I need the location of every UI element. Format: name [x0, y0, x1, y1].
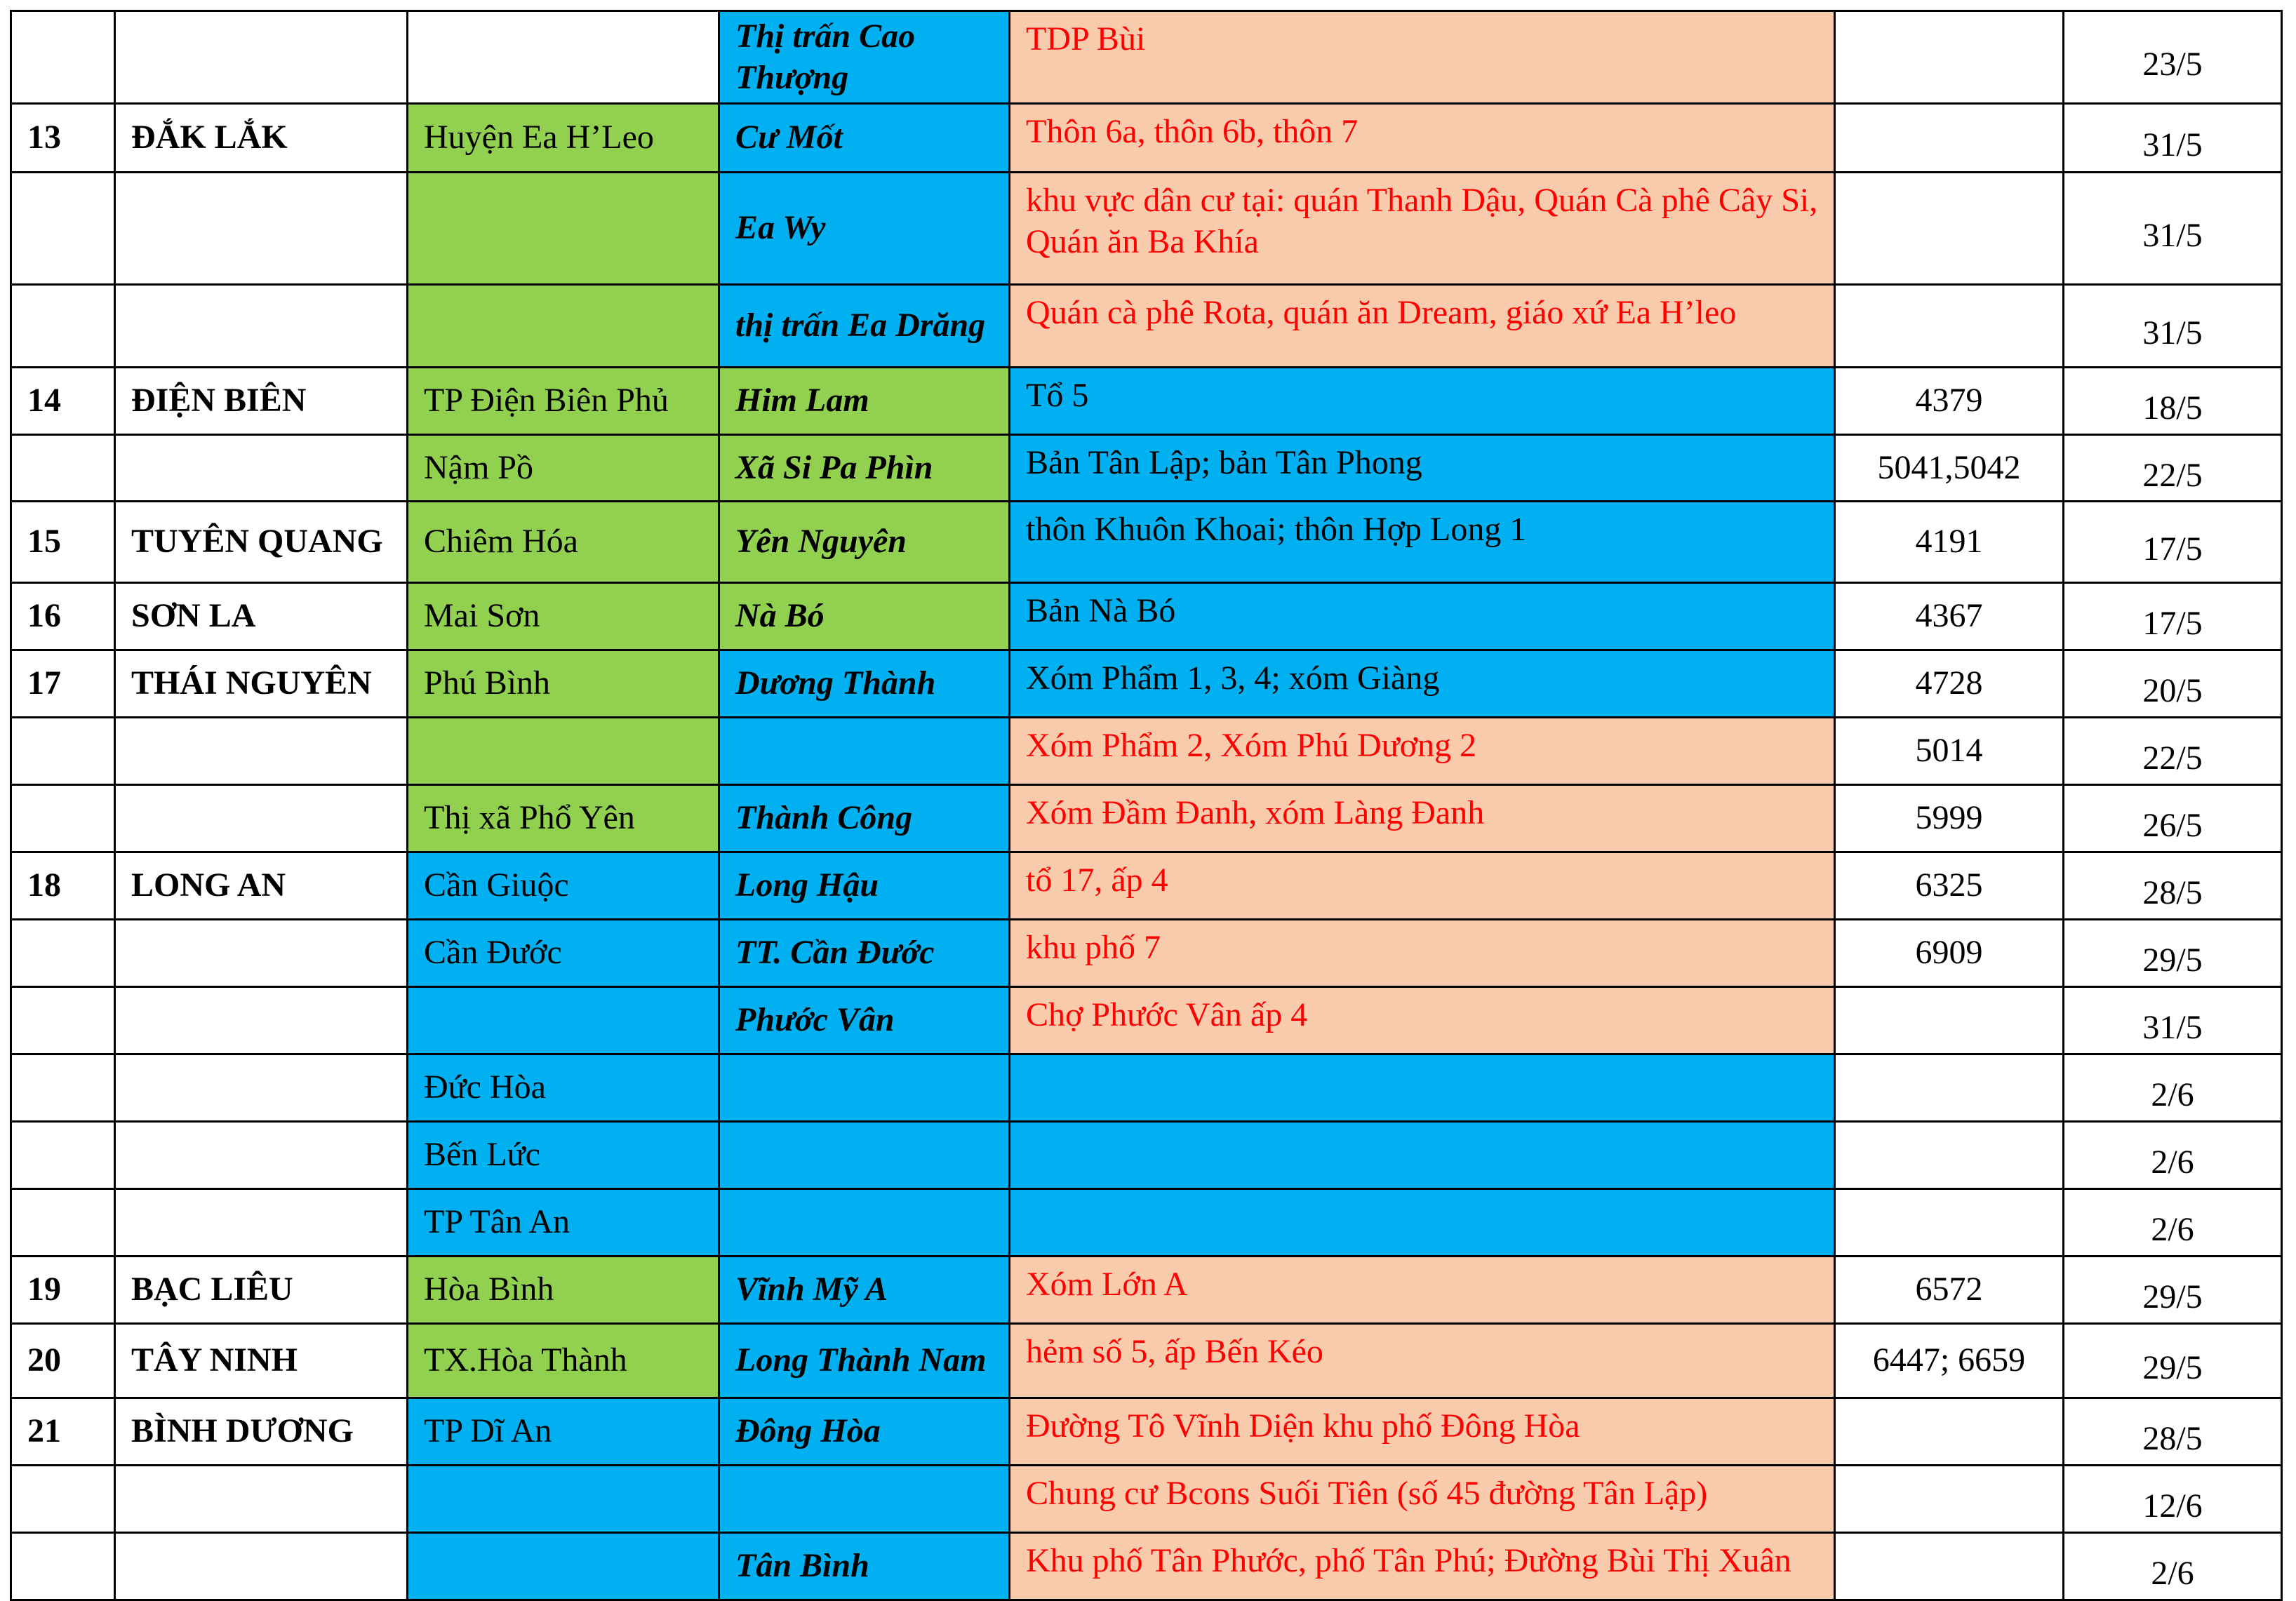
case-id-cell — [1835, 104, 2064, 173]
location-cell: khu vực dân cư tại: quán Thanh Dậu, Quán Cà phê Cây Si, Quán ăn Ba Khía — [1010, 173, 1835, 285]
location-cell: Thôn 6a, thôn 6b, thôn 7 — [1010, 104, 1835, 173]
province-cell: TÂY NINH — [115, 1323, 408, 1398]
row-number: 19 — [11, 1256, 115, 1323]
date-cell: 29/5 — [2064, 919, 2282, 986]
case-id-cell: 5014 — [1835, 717, 2064, 784]
table-row — [11, 650, 2282, 717]
commune-cell: Phước Vân — [719, 986, 1010, 1054]
table-row — [11, 1121, 2282, 1188]
row-number: 21 — [11, 1398, 115, 1465]
date-cell: 28/5 — [2064, 1398, 2282, 1465]
district-cell: Huyện Ea H’Leo — [408, 104, 719, 173]
table-row — [11, 852, 2282, 919]
row-number — [11, 1532, 115, 1600]
district-cell — [408, 1465, 719, 1532]
table-row — [11, 434, 2282, 502]
location-cell: Tổ 5 — [1010, 368, 1835, 435]
province-cell: ĐẮK LẮK — [115, 104, 408, 173]
province-cell: TUYÊN QUANG — [115, 502, 408, 583]
location-cell: tổ 17, ấp 4 — [1010, 852, 1835, 919]
commune-cell: Đông Hòa — [719, 1398, 1010, 1465]
province-cell — [115, 173, 408, 285]
district-cell: Hòa Bình — [408, 1256, 719, 1323]
case-id-cell: 5041,5042 — [1835, 434, 2064, 502]
table-row — [11, 1398, 2282, 1465]
commune-cell: Vĩnh Mỹ A — [719, 1256, 1010, 1323]
table-row — [11, 1532, 2282, 1600]
province-cell — [115, 919, 408, 986]
district-cell: Đức Hòa — [408, 1054, 719, 1121]
date-cell: 2/6 — [2064, 1532, 2282, 1600]
commune-cell: Long Hậu — [719, 852, 1010, 919]
commune-cell: Him Lam — [719, 368, 1010, 435]
table-row — [11, 1054, 2282, 1121]
case-id-cell — [1835, 986, 2064, 1054]
location-cell: thôn Khuôn Khoai; thôn Hợp Long 1 — [1010, 502, 1835, 583]
row-number — [11, 784, 115, 852]
district-cell: Nậm Pồ — [408, 434, 719, 502]
province-cell: THÁI NGUYÊN — [115, 650, 408, 717]
commune-cell — [719, 717, 1010, 784]
district-cell: Mai Sơn — [408, 583, 719, 650]
table-row — [11, 11, 2282, 104]
row-number: 20 — [11, 1323, 115, 1398]
district-cell — [408, 1532, 719, 1600]
commune-cell — [719, 1188, 1010, 1256]
date-cell: 28/5 — [2064, 852, 2282, 919]
date-cell: 29/5 — [2064, 1256, 2282, 1323]
case-id-cell: 4367 — [1835, 583, 2064, 650]
date-cell: 12/6 — [2064, 1465, 2282, 1532]
district-cell: TP Điện Biên Phủ — [408, 368, 719, 435]
case-id-cell — [1835, 1121, 2064, 1188]
commune-cell: Cư Mốt — [719, 104, 1010, 173]
outbreak-locations-table — [10, 10, 2283, 1601]
row-number — [11, 1465, 115, 1532]
row-number — [11, 919, 115, 986]
district-cell: Thị xã Phổ Yên — [408, 784, 719, 852]
province-cell — [115, 784, 408, 852]
table-row — [11, 919, 2282, 986]
district-cell — [408, 173, 719, 285]
location-cell — [1010, 1188, 1835, 1256]
commune-cell: Dương Thành — [719, 650, 1010, 717]
case-id-cell: 4728 — [1835, 650, 2064, 717]
province-cell: LONG AN — [115, 852, 408, 919]
date-cell: 2/6 — [2064, 1121, 2282, 1188]
table-body — [11, 11, 2282, 1600]
case-id-cell: 5999 — [1835, 784, 2064, 852]
province-cell — [115, 1532, 408, 1600]
location-cell: Quán cà phê Rota, quán ăn Dream, giáo xứ Ea H’leo — [1010, 285, 1835, 368]
row-number — [11, 11, 115, 104]
location-cell: hẻm số 5, ấp Bến Kéo — [1010, 1323, 1835, 1398]
case-id-cell — [1835, 11, 2064, 104]
table-row — [11, 986, 2282, 1054]
province-cell: BÌNH DƯƠNG — [115, 1398, 408, 1465]
province-cell — [115, 1121, 408, 1188]
location-cell: Bản Nà Bó — [1010, 583, 1835, 650]
table-row — [11, 173, 2282, 285]
commune-cell: Thị trấn Cao Thượng — [719, 11, 1010, 104]
case-id-cell: 4191 — [1835, 502, 2064, 583]
province-cell: SƠN LA — [115, 583, 408, 650]
commune-cell: Long Thành Nam — [719, 1323, 1010, 1398]
commune-cell: TT. Cần Đước — [719, 919, 1010, 986]
date-cell: 26/5 — [2064, 784, 2282, 852]
district-cell: Chiêm Hóa — [408, 502, 719, 583]
case-id-cell — [1835, 1188, 2064, 1256]
district-cell — [408, 717, 719, 784]
district-cell — [408, 285, 719, 368]
row-number — [11, 1188, 115, 1256]
table-row — [11, 104, 2282, 173]
commune-cell: Nà Bó — [719, 583, 1010, 650]
commune-cell — [719, 1121, 1010, 1188]
district-cell: Cần Giuộc — [408, 852, 719, 919]
row-number: 18 — [11, 852, 115, 919]
location-cell: khu phố 7 — [1010, 919, 1835, 986]
location-cell: Xóm Đầm Đanh, xóm Làng Đanh — [1010, 784, 1835, 852]
district-cell: Bến Lức — [408, 1121, 719, 1188]
commune-cell: Tân Bình — [719, 1532, 1010, 1600]
district-cell: TX.Hòa Thành — [408, 1323, 719, 1398]
district-cell: TP Dĩ An — [408, 1398, 719, 1465]
table-row — [11, 784, 2282, 852]
date-cell: 17/5 — [2064, 583, 2282, 650]
row-number — [11, 285, 115, 368]
location-cell: Xóm Phẩm 2, Xóm Phú Dương 2 — [1010, 717, 1835, 784]
table-row — [11, 1256, 2282, 1323]
date-cell: 22/5 — [2064, 434, 2282, 502]
row-number: 15 — [11, 502, 115, 583]
date-cell: 31/5 — [2064, 986, 2282, 1054]
location-cell — [1010, 1054, 1835, 1121]
commune-cell: Ea Wy — [719, 173, 1010, 285]
date-cell: 22/5 — [2064, 717, 2282, 784]
commune-cell: Yên Nguyên — [719, 502, 1010, 583]
row-number: 14 — [11, 368, 115, 435]
date-cell: 20/5 — [2064, 650, 2282, 717]
commune-cell: thị trấn Ea Drăng — [719, 285, 1010, 368]
province-cell — [115, 11, 408, 104]
date-cell: 2/6 — [2064, 1054, 2282, 1121]
case-id-cell: 6325 — [1835, 852, 2064, 919]
district-cell — [408, 986, 719, 1054]
row-number — [11, 1054, 115, 1121]
province-cell — [115, 1054, 408, 1121]
row-number — [11, 986, 115, 1054]
location-cell — [1010, 1121, 1835, 1188]
row-number — [11, 1121, 115, 1188]
date-cell: 17/5 — [2064, 502, 2282, 583]
location-cell: Khu phố Tân Phước, phố Tân Phú; Đường Bùi Thị Xuân — [1010, 1532, 1835, 1600]
province-cell — [115, 986, 408, 1054]
commune-cell: Xã Si Pa Phìn — [719, 434, 1010, 502]
location-cell: Chung cư Bcons Suối Tiên (số 45 đường Tân Lập) — [1010, 1465, 1835, 1532]
table-row — [11, 717, 2282, 784]
province-cell — [115, 1188, 408, 1256]
date-cell: 31/5 — [2064, 104, 2282, 173]
case-id-cell — [1835, 1465, 2064, 1532]
location-cell: Xóm Lớn A — [1010, 1256, 1835, 1323]
location-cell: Chợ Phước Vân ấp 4 — [1010, 986, 1835, 1054]
date-cell: 2/6 — [2064, 1188, 2282, 1256]
row-number — [11, 173, 115, 285]
district-cell: Phú Bình — [408, 650, 719, 717]
row-number: 13 — [11, 104, 115, 173]
date-cell: 31/5 — [2064, 285, 2282, 368]
row-number — [11, 434, 115, 502]
row-number — [11, 717, 115, 784]
case-id-cell: 4379 — [1835, 368, 2064, 435]
case-id-cell: 6572 — [1835, 1256, 2064, 1323]
location-cell: TDP Bùi — [1010, 11, 1835, 104]
case-id-cell — [1835, 173, 2064, 285]
case-id-cell — [1835, 1398, 2064, 1465]
table-row — [11, 583, 2282, 650]
row-number: 17 — [11, 650, 115, 717]
district-cell: Cần Đước — [408, 919, 719, 986]
case-id-cell — [1835, 285, 2064, 368]
table-row — [11, 1323, 2282, 1398]
province-cell — [115, 717, 408, 784]
commune-cell: Thành Công — [719, 784, 1010, 852]
location-cell: Đường Tô Vĩnh Diện khu phố Đông Hòa — [1010, 1398, 1835, 1465]
district-cell — [408, 11, 719, 104]
case-id-cell — [1835, 1054, 2064, 1121]
commune-cell — [719, 1054, 1010, 1121]
table-row — [11, 502, 2282, 583]
table-row — [11, 285, 2282, 368]
row-number: 16 — [11, 583, 115, 650]
case-id-cell: 6447; 6659 — [1835, 1323, 2064, 1398]
date-cell: 18/5 — [2064, 368, 2282, 435]
case-id-cell — [1835, 1532, 2064, 1600]
date-cell: 23/5 — [2064, 11, 2282, 104]
commune-cell — [719, 1465, 1010, 1532]
province-cell: BẠC LIÊU — [115, 1256, 408, 1323]
table-row — [11, 1188, 2282, 1256]
location-cell: Bản Tân Lập; bản Tân Phong — [1010, 434, 1835, 502]
province-cell — [115, 434, 408, 502]
table-row — [11, 368, 2282, 435]
table-row — [11, 1465, 2282, 1532]
province-cell — [115, 1465, 408, 1532]
province-cell — [115, 285, 408, 368]
case-id-cell: 6909 — [1835, 919, 2064, 986]
date-cell: 31/5 — [2064, 173, 2282, 285]
province-cell: ĐIỆN BIÊN — [115, 368, 408, 435]
district-cell: TP Tân An — [408, 1188, 719, 1256]
location-cell: Xóm Phẩm 1, 3, 4; xóm Giàng — [1010, 650, 1835, 717]
date-cell: 29/5 — [2064, 1323, 2282, 1398]
